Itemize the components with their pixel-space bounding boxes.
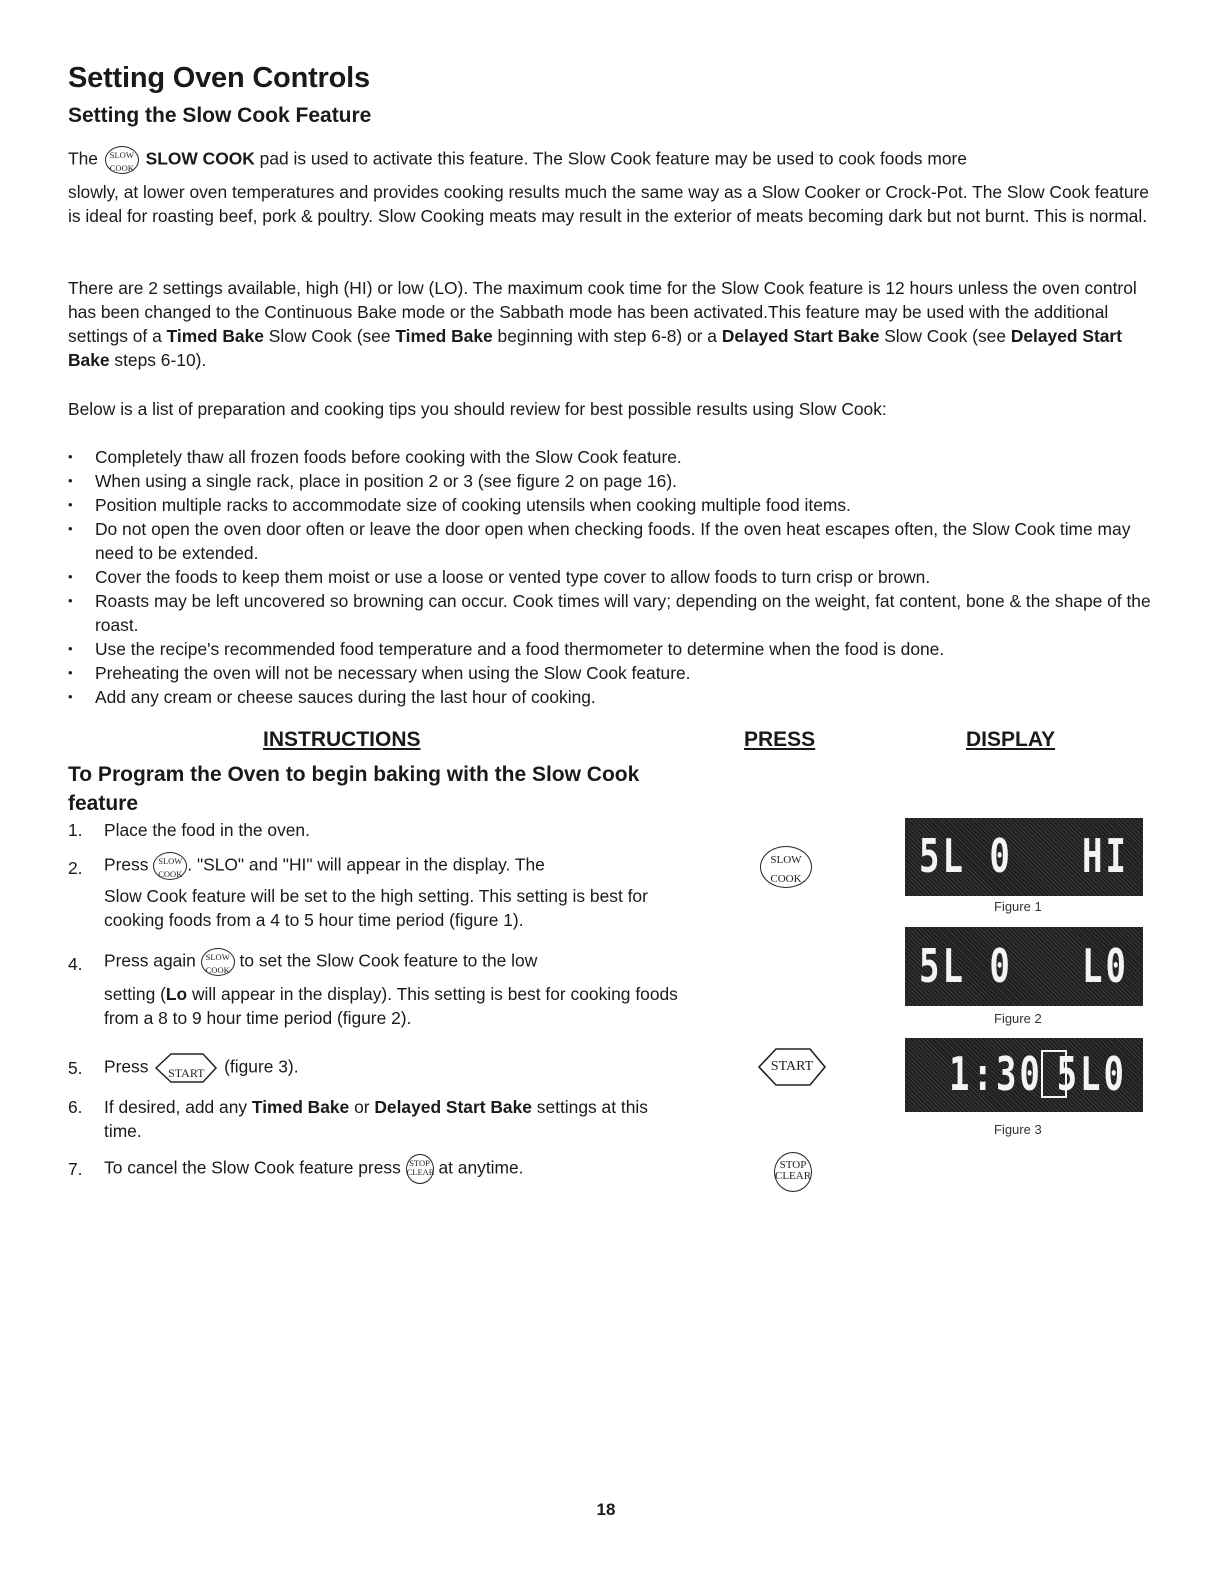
list-item: • Roasts may be left uncovered so browning can occur. Cook times will vary; depending on the weight, fat content, bone & the shape of the roast. (68, 589, 1158, 637)
figure-2-caption: Figure 2 (994, 1011, 1042, 1026)
figure-3-caption: Figure 3 (994, 1122, 1042, 1137)
list-item: • Use the recipe's recommended food temperature and a food thermometer to determine when the food is done. (68, 637, 1158, 661)
intro-line1: pad is used to activate this feature. The Slow Cook feature may be used to cook foods more (254, 148, 967, 169)
list-item: • Add any cream or cheese sauces during the last hour of cooking. (68, 685, 1158, 709)
list-item: • Position multiple racks to accommodate size of cooking utensils when cooking multiple food items. (68, 493, 1158, 517)
program-heading: To Program the Oven to begin baking with the Slow Cook feature (68, 763, 640, 815)
tips-list (68, 445, 1158, 709)
settings-paragraph: There are 2 settings available, high (HI) or low (LO). The maximum cook time for the Slow Cook feature is 12 hours unless the oven control has been changed to the Continuous Bake mode or the Sabbath mode has been activated.This feature may be used with the additional settings of a Timed Bake Slow Cook (see Timed Bake beginning with step 6-8) or a Delayed Start Bake Slow Cook (see Delayed Start Bake steps 6-10). (68, 278, 1137, 370)
step-7: 7. To cancel the Slow Cook feature press STOP CLEAR at anytime. (68, 1154, 688, 1186)
page-title: Setting Oven Controls (68, 62, 370, 94)
step-2: 2. Press SLOW COOK . "SLO" and "HI" will appear in the display. The Slow Cook feature will be set to the high setting. This setting is best for cooking foods from a 4 to 5 hour time period (figure 1). (68, 852, 688, 942)
press-header: PRESS (744, 728, 816, 751)
display-figure-1 (905, 818, 1143, 896)
stop-clear-pad-icon: STOP CLEAR (774, 1152, 812, 1192)
step-6: 6. If desired, add any Timed Bake or Delayed Start Bake settings at this time. (68, 1097, 648, 1141)
intro-rest: slowly, at lower oven temperatures and provides cooking results much the same way as a Slow Cooker or Crock-Pot. The Slow Cook feature is ideal for roasting beef, pork & poultry. Slow Cooking meats may result in the exterior of meats becoming dark but not burnt. This is normal. (68, 182, 1149, 226)
list-item: • Preheating the oven will not be necessary when using the Slow Cook feature. (68, 661, 1158, 685)
slow-cook-pad-icon: SLOW COOK (760, 846, 812, 888)
intro-pad-name: SLOW COOK (145, 148, 255, 169)
slow-cook-pad-icon: SLOW COOK (201, 948, 235, 976)
figure-1-caption: Figure 1 (994, 899, 1042, 914)
list-item: • Do not open the oven door often or leave the door open when checking foods. If the oven heat escapes often, the Slow Cook time may need to be extended. (68, 517, 1158, 565)
section-title: Setting the Slow Cook Feature (68, 104, 372, 127)
slow-cook-pad-icon: SLOW COOK (105, 146, 139, 174)
intro-lead: The (68, 148, 98, 169)
list-item: • When using a single rack, place in position 2 or 3 (see figure 2 on page 16). (68, 469, 1158, 493)
display-figure-3 (905, 1038, 1143, 1112)
start-pad-icon: START (153, 1052, 219, 1084)
step-1: 1. Place the food in the oven. (68, 820, 310, 840)
page-number: 18 (596, 1500, 616, 1519)
stop-clear-pad-icon: STOP CLEAR (406, 1154, 434, 1184)
slow-cook-pad-icon: SLOW COOK (153, 852, 187, 880)
display-right-readout: L0 (1082, 939, 1129, 994)
display-left-readout: 5L 0 (919, 830, 1013, 884)
step-5: 5. Press START (figure 3). (68, 1052, 688, 1086)
display-figure-2 (905, 927, 1143, 1006)
instructions-header: INSTRUCTIONS (263, 728, 421, 751)
display-left-readout: 1:30 (949, 1048, 1043, 1102)
step-4: 4. Press again SLOW COOK to set the Slow Cook feature to the low setting (Lo will appear in the display). This setting is best for cooking foods from a 8 to 9 hour time period (figure 2). (68, 948, 688, 1038)
display-header: DISPLAY (966, 728, 1056, 751)
intro-paragraph (68, 146, 1158, 228)
display-right-readout: 5L0 (1056, 1048, 1127, 1102)
display-right-readout: HI (1082, 830, 1129, 884)
display-left-readout: 5L 0 (919, 939, 1013, 994)
list-item: • Cover the foods to keep them moist or use a loose or vented type cover to allow foods to turn crisp or brown. (68, 565, 1158, 589)
list-item: • Completely thaw all frozen foods before cooking with the Slow Cook feature. (68, 445, 1158, 469)
start-pad-icon: START (756, 1046, 828, 1088)
tips-intro: Below is a list of preparation and cooking tips you should review for best possible results using Slow Cook: (68, 399, 887, 419)
